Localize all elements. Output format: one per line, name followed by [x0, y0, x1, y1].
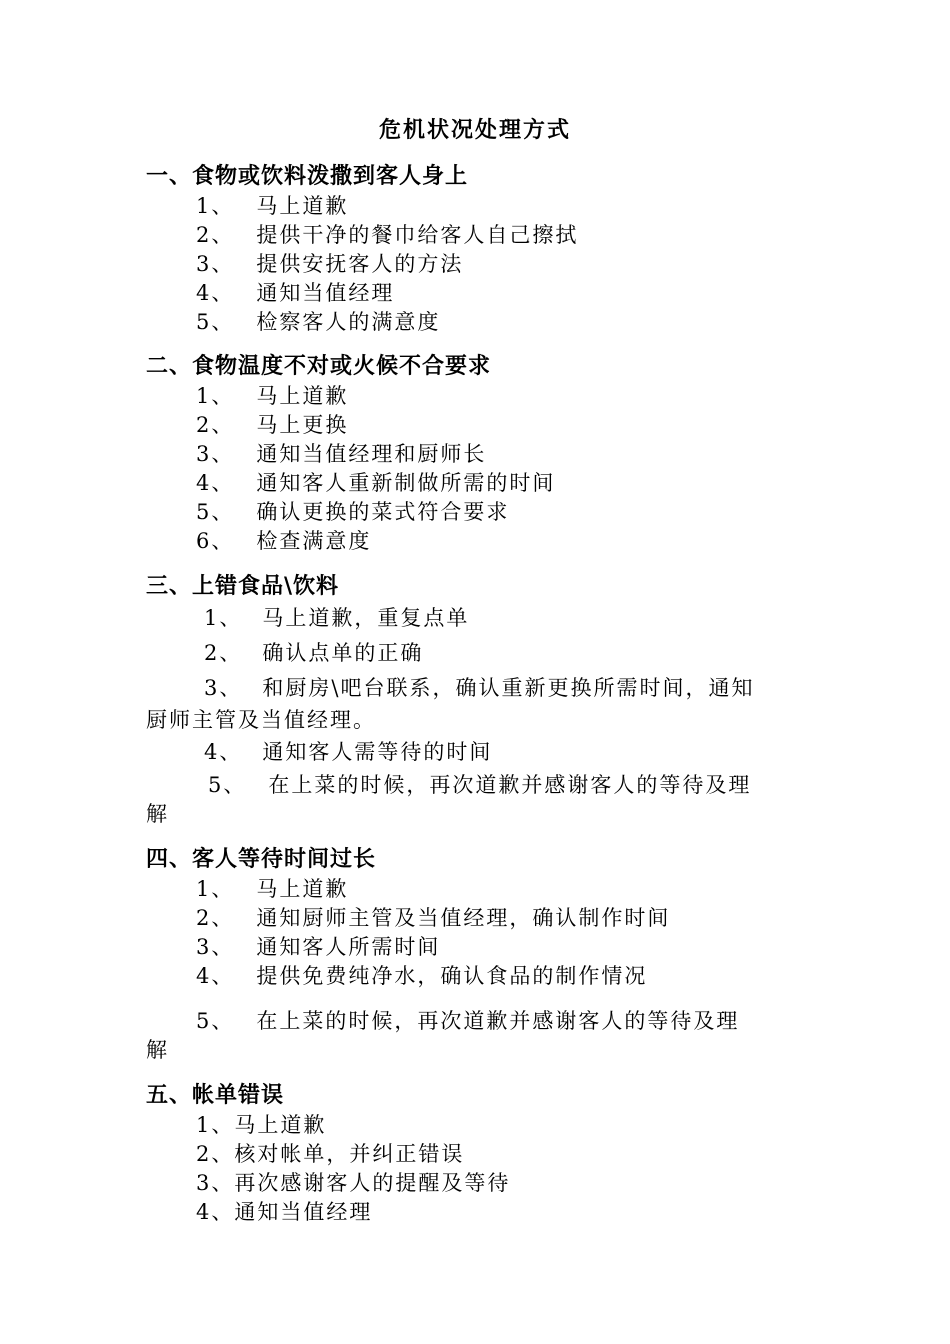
item-text: 马上道歉 [256, 194, 349, 218]
item-number: 5、 [196, 310, 235, 334]
item-text: 在上菜的时候，再次道歉并感谢客人的等待及理 [256, 1009, 740, 1033]
item-number: 3、 [204, 676, 243, 700]
item-number: 5、 [196, 500, 235, 524]
list-item [196, 308, 440, 337]
section-heading: 二、食物温度不对或火候不合要求 [146, 354, 492, 379]
item-number: 1、 [196, 384, 235, 408]
item-text: 确认点单的正确 [262, 641, 424, 665]
item-text: 通知当值经理 [256, 281, 395, 305]
item-continuation: 解 [146, 1038, 169, 1062]
list-item [196, 250, 463, 279]
item-number: 3、 [196, 442, 235, 466]
item-continuation: 厨师主管及当值经理。 [146, 708, 376, 732]
item-continuation: 解 [146, 802, 169, 826]
item-text: 马上道歉 [256, 877, 349, 901]
item-text: 马上道歉 [256, 384, 349, 408]
item-text: 通知厨师主管及当值经理，确认制作时间 [256, 906, 671, 930]
item-text: 马上道歉，重复点单 [262, 606, 470, 630]
item-text: 通知当值经理 [234, 1200, 373, 1224]
page-title: 危机状况处理方式 [378, 118, 571, 143]
item-text: 提供免费纯净水，确认食品的制作情况 [256, 964, 648, 988]
item-text: 核对帐单，并纠正错误 [234, 1142, 465, 1166]
item-text: 确认更换的菜式符合要求 [256, 500, 510, 524]
item-text: 提供干净的餐巾给客人自己擦拭 [256, 223, 579, 247]
item-number: 4、 [196, 281, 235, 305]
list-item [196, 279, 394, 308]
list-item [204, 639, 423, 668]
list-item [196, 1169, 510, 1198]
item-number: 5、 [196, 1009, 235, 1033]
item-number: 1、 [196, 194, 235, 218]
item-text: 马上更换 [256, 413, 349, 437]
list-item [196, 382, 348, 411]
item-text: 和厨房\吧台联系，确认重新更换所需时间，通知 [262, 676, 755, 700]
section-heading: 三、上错食品\饮料 [146, 574, 340, 599]
item-text: 通知客人所需时间 [256, 935, 441, 959]
list-item [196, 469, 555, 498]
list-item [208, 771, 751, 800]
item-number: 4、 [196, 964, 235, 988]
item-text: 检查满意度 [256, 529, 372, 553]
item-number: 3、 [196, 935, 235, 959]
list-item [196, 1198, 372, 1227]
list-item [204, 674, 754, 703]
list-item [196, 1140, 464, 1169]
item-text: 提供安抚客人的方法 [256, 252, 464, 276]
list-item [196, 933, 440, 962]
section-heading: 五、帐单错误 [146, 1083, 285, 1108]
list-item [204, 604, 469, 633]
list-item [196, 498, 509, 527]
item-text: 在上菜的时候，再次道歉并感谢客人的等待及理 [268, 773, 752, 797]
item-number: 2、 [196, 1142, 235, 1166]
item-number: 2、 [196, 413, 235, 437]
list-item [196, 221, 578, 250]
item-number: 6、 [196, 529, 235, 553]
item-number: 1、 [196, 877, 235, 901]
section-heading: 一、食物或饮料泼撒到客人身上 [146, 164, 469, 189]
item-number: 5、 [208, 773, 247, 797]
list-item [204, 738, 492, 767]
item-number: 4、 [204, 740, 243, 764]
item-number: 2、 [204, 641, 243, 665]
item-number: 4、 [196, 471, 235, 495]
item-text: 检察客人的满意度 [256, 310, 441, 334]
item-text: 马上道歉 [234, 1113, 327, 1137]
item-text: 通知客人需等待的时间 [262, 740, 493, 764]
list-item [196, 962, 647, 991]
item-number: 1、 [204, 606, 243, 630]
list-item [196, 440, 486, 469]
item-number: 3、 [196, 252, 235, 276]
list-item [196, 904, 670, 933]
item-number: 3、 [196, 1171, 235, 1195]
item-number: 4、 [196, 1200, 235, 1224]
list-item [196, 411, 348, 440]
list-item [196, 527, 371, 556]
item-text: 通知客人重新制做所需的时间 [256, 471, 556, 495]
item-number: 2、 [196, 223, 235, 247]
item-number: 2、 [196, 906, 235, 930]
list-item [196, 1111, 326, 1140]
list-item [196, 192, 348, 221]
item-text: 通知当值经理和厨师长 [256, 442, 487, 466]
list-item [196, 875, 348, 904]
item-text: 再次感谢客人的提醒及等待 [234, 1171, 511, 1195]
list-item [196, 1007, 739, 1036]
item-number: 1、 [196, 1113, 235, 1137]
section-heading: 四、客人等待时间过长 [146, 847, 377, 872]
